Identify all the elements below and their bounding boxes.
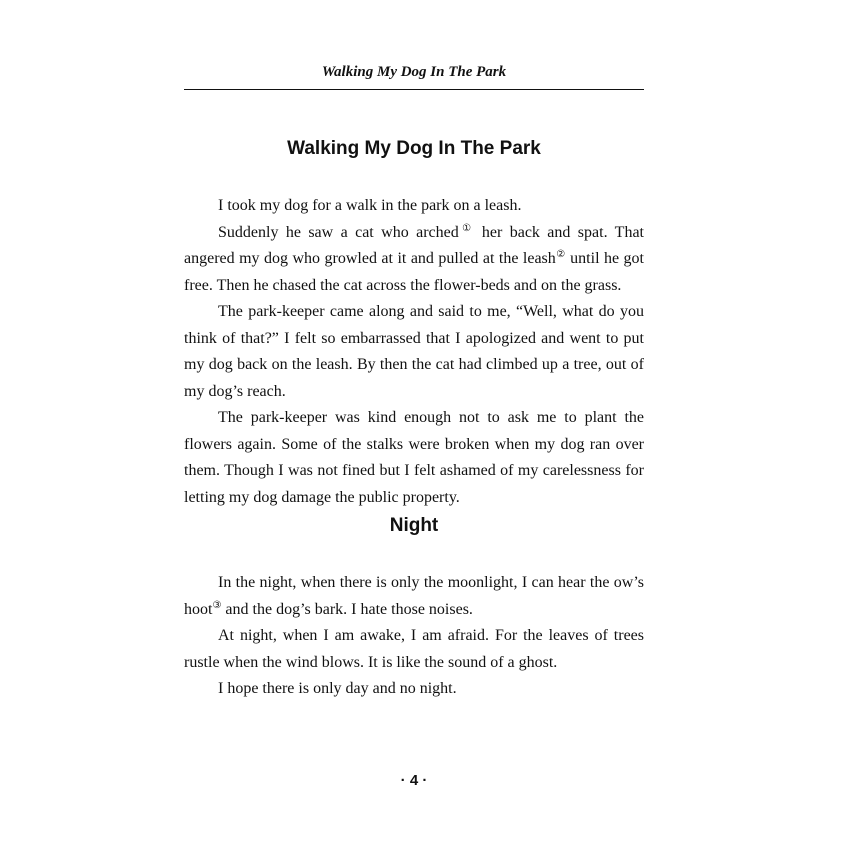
paragraph-2 — [184, 220, 644, 300]
footnote-marker-2: ② — [555, 249, 566, 260]
night-paragraph-3: I hope there is only day and no night. — [218, 680, 457, 697]
footnote-marker-1: ① — [458, 222, 475, 234]
header-rule — [184, 89, 644, 90]
story-body-night — [184, 570, 644, 703]
night-paragraph-1-text-a: In the night, when there is only the moonlight, I can hear the ow’s hoot — [184, 574, 644, 618]
story-body-walking-my-dog — [184, 193, 644, 511]
night-paragraph-1-text-b: and the dog’s bark. I hate those noises. — [221, 600, 473, 618]
paragraph-2-text-c: until he got free. Then he chased the cat across the flower-beds and on the grass. — [184, 250, 645, 294]
night-paragraph-2: At night, when I am awake, I am afraid. For the leaves of trees rustle when the wind blows. It is like the sound of a ghost. — [184, 627, 644, 671]
paragraph-2-text-b: her back and spat. That angered my dog who growled at it and pulled at the leash — [184, 223, 645, 267]
running-header: Walking My Dog In The Park — [321, 64, 507, 80]
paragraph-4: The park-keeper was kind enough not to ask me to plant the flowers again. Some of the stalks were broken when my dog ran over them. Though I was not fined but I felt ashamed of my carelessness for letting my dog damage the public property. — [184, 409, 644, 506]
paragraph-1: I took my dog for a walk in the park on a leash. — [218, 197, 522, 214]
paragraph-2-text-a: Suddenly he saw a cat who arched — [218, 223, 459, 241]
story-title-night: Night — [389, 515, 439, 536]
night-paragraph-1 — [184, 570, 644, 623]
footnote-marker-3: ③ — [212, 599, 222, 611]
story-title-walking-my-dog: Walking My Dog In The Park — [287, 138, 541, 159]
paragraph-3: The park-keeper came along and said to me, “Well, what do you think of that?” I felt so embarrassed that I apologized and went to put my dog back on the leash. By then the cat had climbed up a tree, out of my dog’s reach. — [184, 303, 644, 400]
page-number: · 4 · — [400, 772, 428, 789]
